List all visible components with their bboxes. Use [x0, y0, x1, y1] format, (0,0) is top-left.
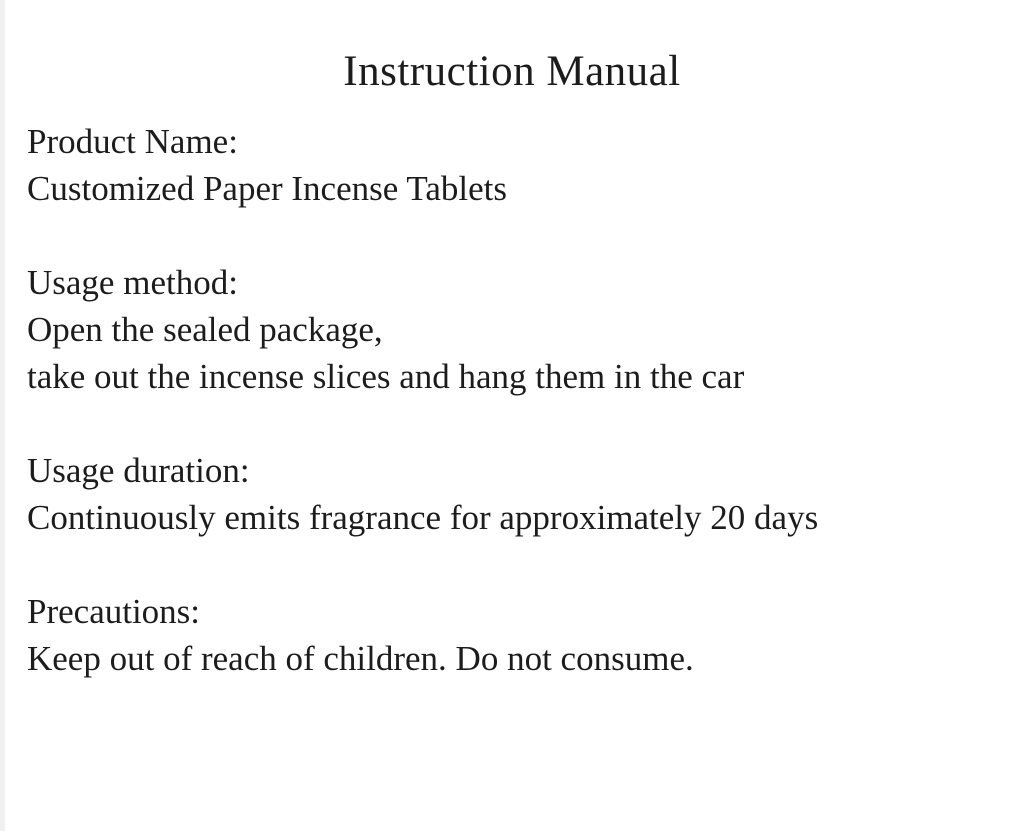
section-usage-duration — [27, 447, 1007, 541]
section-heading: Usage method: — [27, 263, 238, 302]
section-text: take out the incense slices and hang them in the car — [27, 357, 745, 396]
section-text: Continuously emits fragrance for approximately 20 days — [27, 498, 819, 537]
document-title: Instruction Manual — [343, 48, 681, 95]
section-heading: Usage duration: — [27, 451, 250, 490]
section-heading: Precautions: — [27, 592, 201, 631]
section-text: Customized Paper Incense Tablets — [27, 169, 507, 208]
section-product-name — [27, 118, 1007, 212]
section-text: Keep out of reach of children. Do not consume. — [27, 639, 694, 678]
section-heading: Product Name: — [27, 122, 238, 161]
page-edge — [0, 0, 5, 831]
section-usage-method — [27, 259, 1007, 400]
section-precautions — [27, 588, 1007, 682]
manual-content — [27, 118, 1007, 729]
section-text: Open the sealed package, — [27, 310, 383, 349]
